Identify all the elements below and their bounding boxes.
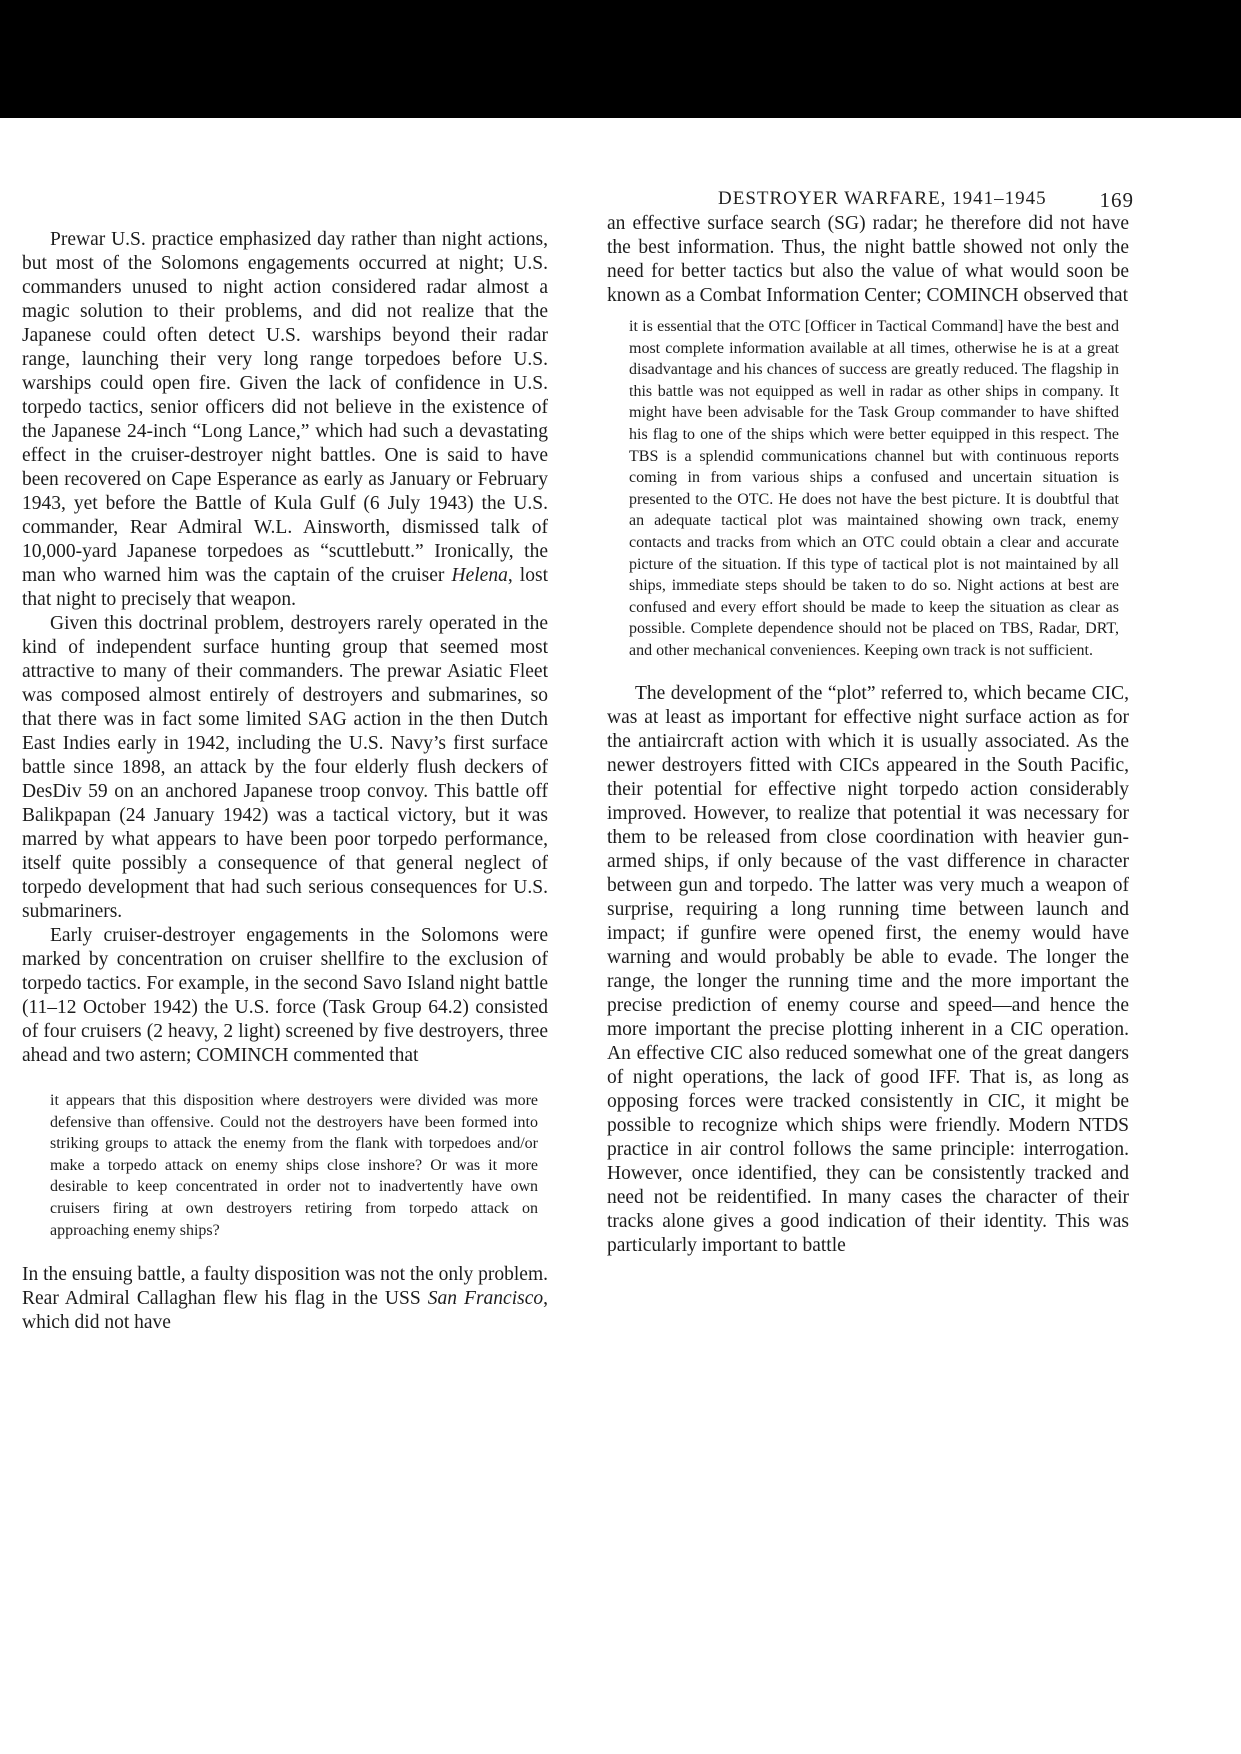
ship-name: San Francisco <box>427 1288 544 1310</box>
paragraph-ensuing-battle <box>22 1263 548 1335</box>
paragraph-text: , lost that night to precisely that weapon. <box>22 565 548 610</box>
paragraph-text: Prewar U.S. practice emphasized day rather than night actions, but most of the Solomons engagements occurred at night; U.S. commanders unused to night action considered radar almost a magic solution to their problems, and did not realize that the Japanese could often detect U.S. warships beyond their radar range, launching their very long range torpedoes before U.S. warships could open fire. Given the lack of confidence in U.S. torpedo tactics, senior officers did not believe in the existence of the Japanese 24-inch “Long Lance,” which had such a devastating effect in the cruiser-destroyer night battles. One is said to have been recovered on Cape Esperance as early as January or February 1943, yet before the Battle of Kula Gulf (6 July 1943) the U.S. commander, Rear Admiral W.L. Ainsworth, dismissed talk of 10,000-yard Japanese torpedoes as “scuttlebutt.” Ironically, the man who warned him was the captain of the cruiser <box>22 229 548 586</box>
right-column <box>607 212 1129 1258</box>
left-column <box>22 228 548 1335</box>
scan-border <box>0 0 1241 118</box>
block-quote-cominch-otc: it is essential that the OTC [Officer in Tactical Command] have the best and most complete information available at all times, otherwise he is at a great disadvantage and his chances of success are greatly reduced. The flagship in this battle was not equipped as well in radar as other ships in company. It might have been advisable for the Task Group commander to have shifted his flag to one of the ships which were better equipped in this respect. The TBS is a splendid communications channel but with continuous reports coming in from various ships a confused and uncertain situation is presented to the OTC. He does not have the best picture. It is doubtful that an adequate tactical plot was maintained showing own track, enemy contacts and tracks from which an OTC could obtain a clear and accurate picture of the situation. If this type of tactical plot is not maintained by all ships, immediate steps should be taken to do so. Night actions at best are confused and every effort should be made to keep the situation as clear as possible. Complete dependence should not be placed on TBS, Radar, DRT, and other mechanical conveniences. Keeping own track is not sufficient. <box>629 318 1119 659</box>
paragraph-early-engagements: Early cruiser-destroyer engagements in the Solomons were marked by concentration on cruiser shellfire to the exclusion of torpedo tactics. For example, in the second Savo Island night battle (11–12 October 1942) the U.S. force (Task Group 64.2) consisted of four cruisers (2 heavy, 2 light) screened by five destroyers, three ahead and two astern; COMINCH commented that <box>22 925 548 1066</box>
page-number: 169 <box>1099 188 1134 212</box>
running-head <box>718 188 1134 214</box>
paragraph-search-radar: an effective surface search (SG) radar; he therefore did not have the best information. Thus, the night battle showed not only the need for better tactics but also the value of what would soon be known as a Combat Information Center; COMINCH observed that <box>607 213 1129 306</box>
paragraph-text: In the ensuing battle, a faulty disposition was not the only problem. Rear Admiral Callaghan flew his flag in the USS <box>22 1264 548 1310</box>
ship-name: Helena <box>451 565 508 586</box>
block-quote-cominch-disposition: it appears that this disposition where destroyers were divided was more defensive than offensive. Could not the destroyers have been formed into striking groups to attack the enemy from the flank with torpedoes and/or make a torpedo attack on enemy ships close inshore? Or was it more desirable to keep concentrated in order not to inadvertently have own cruisers firing at own destroyers retiring from torpedo attack on approaching enemy ships? <box>50 1092 538 1239</box>
paragraph-doctrinal-problem: Given this doctrinal problem, destroyers rarely operated in the kind of independent surface hunting group that seemed most attractive to many of their commanders. The prewar Asiatic Fleet was composed almost entirely of destroyers and submarines, so that there was in fact some limited SAG action in the then Dutch East Indies early in 1942, including the U.S. Navy’s first surface battle since 1898, an attack by the four elderly flush deckers of DesDiv 59 on an anchored Japanese troop convoy. This battle off Balikpapan (24 January 1942) was a tactical victory, but it was marred by what appears to have been poor torpedo performance, itself quite possibly a consequence of that general neglect of torpedo development that had such serious consequences for U.S. submariners. <box>22 613 548 922</box>
paragraph-prewar-practice <box>22 228 548 612</box>
paragraph-text: , which did not have <box>22 1288 548 1334</box>
running-title: DESTROYER WARFARE, 1941–1945 <box>718 188 1047 209</box>
paragraph-plot-development: The development of the “plot” referred to, which became CIC, was at least as important for effective night surface action as for the antiaircraft action with which it is usually associated. As the newer destroyers fitted with CICs appeared in the South Pacific, their potential for effective night torpedo action considerably improved. However, to realize that potential it was necessary for them to be released from close coordination with heavier gun-armed ships, if only because of the vast difference in character between gun and torpedo. The latter was very much a weapon of surprise, requiring a long running time between launch and impact; if gunfire were opened first, the enemy would have warning and would probably be able to evade. The longer the range, the longer the running time and the more important the precise prediction of enemy course and speed—and hence the more important the precise plotting inherent in a CIC operation. An effective CIC also reduced somewhat one of the great dangers of night operations, the lack of good IFF. That is, as long as opposing forces were tracked consistently in CIC, it might be possible to recognize which ships were friendly. Modern NTDS practice in air control follows the same principle: interrogation. However, once identified, they can be consistently tracked and need not be reidentified. In many cases the character of their tracks alone gives a good indication of their identity. This was particularly important to battle <box>607 682 1129 1256</box>
